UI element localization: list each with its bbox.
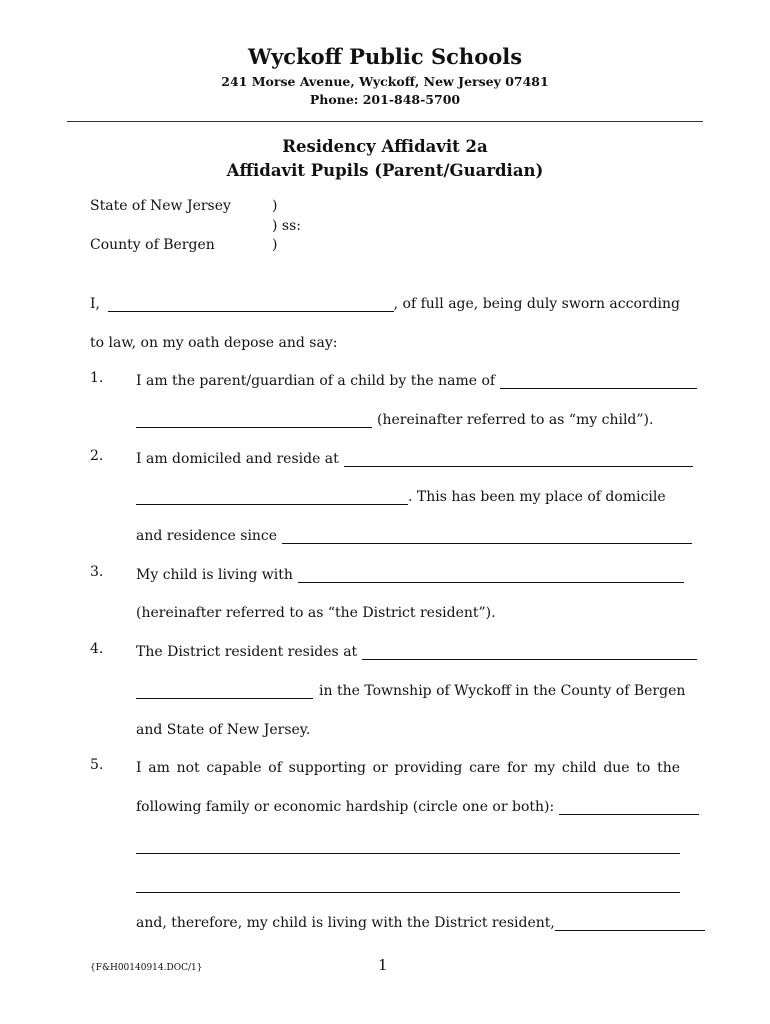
residence-since-field[interactable] [282, 528, 692, 544]
item-3-line-1 [136, 563, 684, 583]
item-2-suffix: . This has been my place of domicile [408, 489, 666, 505]
child-name-field-2[interactable] [136, 412, 372, 428]
child-name-field[interactable] [500, 373, 697, 389]
item-1-line-2 [136, 408, 653, 428]
header-divider [67, 121, 703, 122]
item-1-number: 1. [90, 370, 104, 386]
venue-paren-bottom: ) [272, 237, 278, 253]
item-4-suffix: in the Township of Wyckoff in the County of Bergen [319, 683, 686, 699]
form-subtitle: Affidavit Pupils (Parent/Guardian) [226, 161, 544, 180]
document-reference: {F&H00140914.DOC/1} [90, 963, 203, 973]
domicile-address-field-2[interactable] [136, 489, 408, 505]
item-4-line-1 [136, 640, 697, 660]
venue-state: State of New Jersey [90, 198, 231, 214]
hardship-field-4[interactable] [555, 915, 705, 931]
school-name: Wyckoff Public Schools [247, 44, 523, 69]
hardship-field-3[interactable] [136, 877, 680, 893]
page-number: 1 [378, 956, 388, 974]
venue-county: County of Bergen [90, 237, 215, 253]
intro-line [90, 292, 680, 312]
item-5-line-3 [136, 834, 680, 854]
item-3-text: My child is living with [136, 567, 293, 583]
item-2-since-text: and residence since [136, 528, 278, 544]
item-2-number: 2. [90, 448, 104, 464]
domicile-address-field[interactable] [344, 451, 693, 467]
item-4-line-2 [136, 679, 685, 699]
item-1-suffix: (hereinafter referred to as “my child”). [377, 412, 654, 428]
item-5-line-4 [136, 873, 680, 893]
item-2-line-1 [136, 447, 693, 467]
hardship-field-2[interactable] [136, 838, 680, 854]
item-3-line-2: (hereinafter referred to as “the District resident”). [136, 605, 496, 621]
item-5-text: I am not capable of supporting or providing care for my child due to the [136, 760, 680, 776]
district-resident-address-field-2[interactable] [136, 683, 313, 699]
hardship-field-1[interactable] [559, 799, 699, 815]
intro-line-2: to law, on my oath depose and say: [90, 335, 338, 351]
school-address: 241 Morse Avenue, Wyckoff, New Jersey 07481 [221, 74, 549, 89]
venue-paren-top: ) [272, 198, 278, 214]
district-resident-address-field[interactable] [362, 644, 697, 660]
item-3-number: 3. [90, 564, 104, 580]
item-5-therefore-text: and, therefore, my child is living with the District resident, [136, 915, 555, 931]
intro-prefix: I, [90, 296, 100, 312]
item-5-number: 5. [90, 757, 104, 773]
item-5-line-2 [136, 795, 699, 815]
item-5-line-1 [136, 756, 680, 776]
item-4-number: 4. [90, 641, 104, 657]
item-2-line-3 [136, 524, 692, 544]
district-resident-name-field[interactable] [298, 567, 684, 583]
form-title: Residency Affidavit 2a [282, 137, 488, 156]
item-1-line-1 [136, 369, 697, 389]
intro-suffix: , of full age, being duly sworn according [393, 296, 680, 312]
venue-ss: ) ss: [272, 218, 301, 234]
school-phone: Phone: 201-848-5700 [309, 92, 461, 107]
item-5-line-5 [136, 911, 705, 931]
item-2-line-2 [136, 485, 666, 505]
item-5-hardship-text: following family or economic hardship (circle one or both): [136, 799, 555, 815]
item-4-line-3: and State of New Jersey. [136, 722, 311, 738]
item-4-text: The District resident resides at [136, 644, 358, 660]
affiant-name-field[interactable] [108, 296, 394, 312]
item-1-text: I am the parent/guardian of a child by the name of [136, 373, 496, 389]
item-2-text: I am domiciled and reside at [136, 451, 339, 467]
